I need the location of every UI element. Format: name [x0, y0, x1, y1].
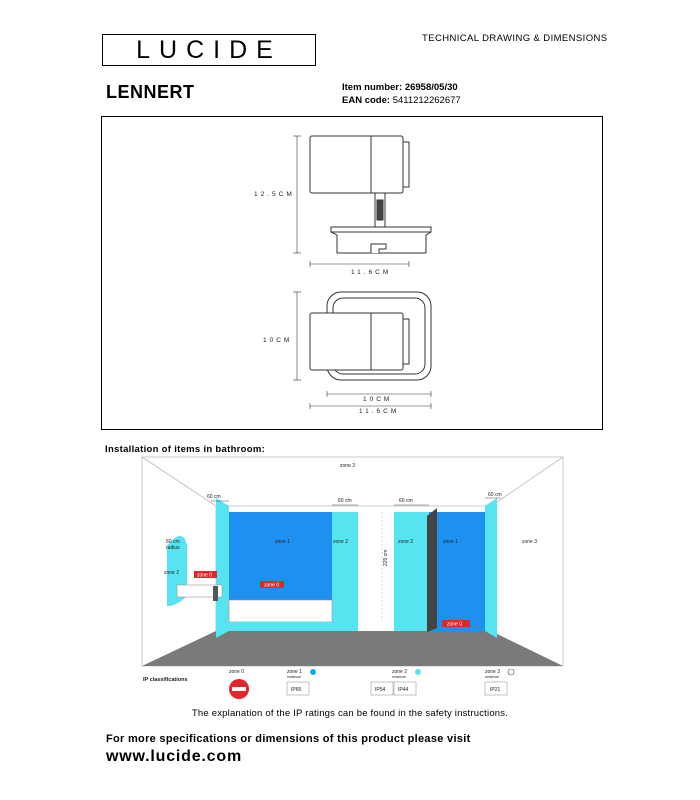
zone1-dot [310, 669, 316, 675]
zone2-left-wall-strip [216, 498, 229, 638]
zone0-sink-label: zone 0 [197, 572, 213, 579]
zone2-shower [394, 512, 429, 631]
svg-text:minimum: minimum [392, 675, 407, 679]
ean-label: EAN code: [342, 95, 391, 106]
ip-note: The explanation of the IP ratings can be found in the safety instructions. [191, 708, 509, 719]
height-mark: 225 cm [383, 549, 389, 566]
zone2-dot [415, 669, 421, 675]
shower-screen [427, 508, 437, 632]
base-width-dimension: 10CM [363, 396, 393, 403]
zone3-right-label: zone 3 [522, 539, 538, 545]
bathtub [229, 600, 332, 622]
zone0-shower-label: zone 0 [447, 621, 463, 628]
zone0-bath-label: zone 0 [264, 582, 280, 589]
zone3-top-label: zone 3 [340, 463, 356, 469]
zone2-mid-label: zone 2 [333, 539, 349, 545]
bathroom-zones-diagram [141, 456, 565, 700]
product-codes [342, 81, 461, 107]
zone1-left-label: zone 1 [275, 539, 291, 545]
radius-label: radius [166, 545, 180, 551]
ean-value: 5411212262677 [392, 95, 461, 106]
brand-logo: LUCIDE [136, 36, 282, 64]
document-type: TECHNICAL DRAWING & DIMENSIONS [422, 33, 608, 44]
product-name: LENNERT [106, 82, 195, 102]
zone1-right-label: zone 1 [443, 539, 459, 545]
floor [142, 631, 563, 666]
ip65-label: IP65 [291, 687, 302, 693]
zone2-left-label: zone 2 [164, 570, 180, 576]
ip-zone0-label: zone 0 [229, 669, 245, 675]
depth-dimension: 10CM [263, 337, 293, 344]
dist-right-top: 60 cm [488, 492, 502, 498]
bathroom-title: Installation of items in bathroom: [105, 444, 266, 455]
ip-zone3-label: zone 3 [485, 669, 501, 675]
footer-url-link[interactable]: www.lucide.com [106, 748, 242, 765]
zone2-right-wall-strip [485, 498, 497, 638]
zone2-bath-side [332, 512, 358, 631]
svg-text:minimum: minimum [485, 675, 500, 679]
radius-value: 60 cm [166, 539, 180, 545]
zone1-shower [429, 512, 485, 631]
svg-text:minimum: minimum [287, 675, 302, 679]
dist-left-top: 60 cm [207, 494, 221, 500]
ip-zone1-label: zone 1 [287, 669, 303, 675]
technical-drawing [101, 116, 603, 430]
height-dimension: 12.5CM [254, 191, 295, 198]
ip44-label: IP44 [398, 687, 409, 693]
ip54-label: IP54 [375, 687, 386, 693]
front-width-dimension: 11.6CM [351, 269, 392, 276]
item-number-label: Item number: [342, 82, 403, 93]
dist-mid-right: 60 cm [399, 498, 413, 504]
top-view [310, 292, 431, 380]
ip-title: IP classifications [143, 677, 188, 683]
ip-zone2-label: zone 2 [392, 669, 408, 675]
zone3-dot [508, 669, 514, 675]
item-number-value: 26958/05/30 [404, 82, 458, 93]
zone2-shower-label: zone 2 [398, 539, 414, 545]
dist-mid-left: 60 cm [338, 498, 352, 504]
side-view [310, 136, 431, 253]
ip21-label: IP21 [490, 687, 501, 693]
sink-pipe [213, 586, 218, 601]
bathtub-base [229, 622, 332, 631]
footer-more-info: For more specifications or dimensions of this product please visit [106, 733, 471, 745]
top-width-dimension: 11.6CM [359, 408, 400, 415]
